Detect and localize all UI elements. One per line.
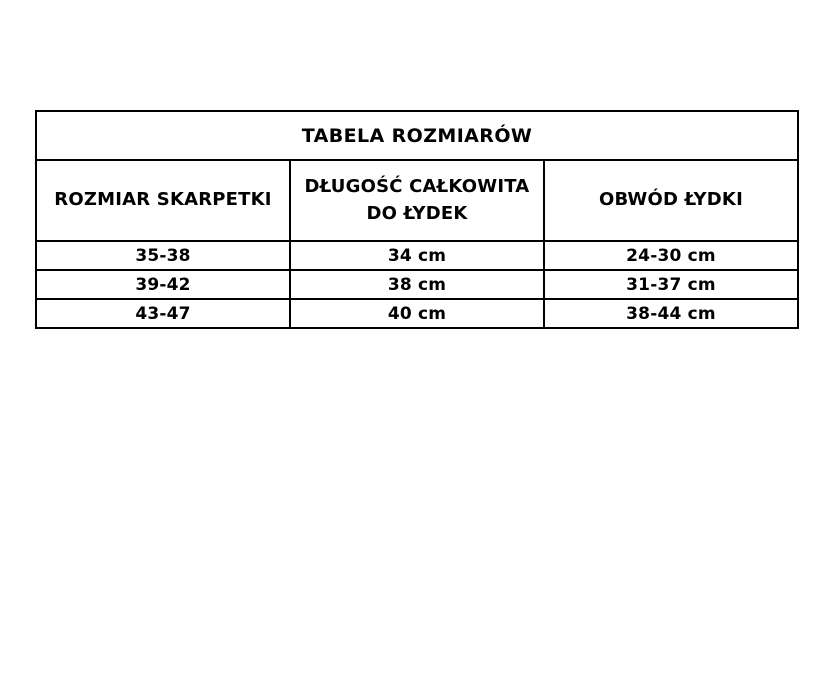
- cell-sock-size: 39-42: [36, 270, 290, 299]
- cell-total-length: 40 cm: [290, 299, 544, 328]
- cell-calf-circumference: 24-30 cm: [544, 241, 798, 270]
- table-row: [36, 241, 798, 270]
- table-header-row: [36, 160, 798, 241]
- column-header-calf-circumference: OBWÓD ŁYDKI: [544, 160, 798, 241]
- column-header-total-length: DŁUGOŚĆ CAŁKOWITA DO ŁYDEK: [290, 160, 544, 241]
- cell-calf-circumference: 38-44 cm: [544, 299, 798, 328]
- cell-total-length: 34 cm: [290, 241, 544, 270]
- cell-sock-size: 43-47: [36, 299, 290, 328]
- cell-calf-circumference: 31-37 cm: [544, 270, 798, 299]
- table-row: [36, 299, 798, 328]
- cell-sock-size: 35-38: [36, 241, 290, 270]
- cell-total-length: 38 cm: [290, 270, 544, 299]
- table-title: TABELA ROZMIARÓW: [36, 111, 798, 160]
- table-title-row: [36, 111, 798, 160]
- column-header-sock-size: ROZMIAR SKARPETKI: [36, 160, 290, 241]
- size-chart-table: [35, 110, 799, 329]
- table-row: [36, 270, 798, 299]
